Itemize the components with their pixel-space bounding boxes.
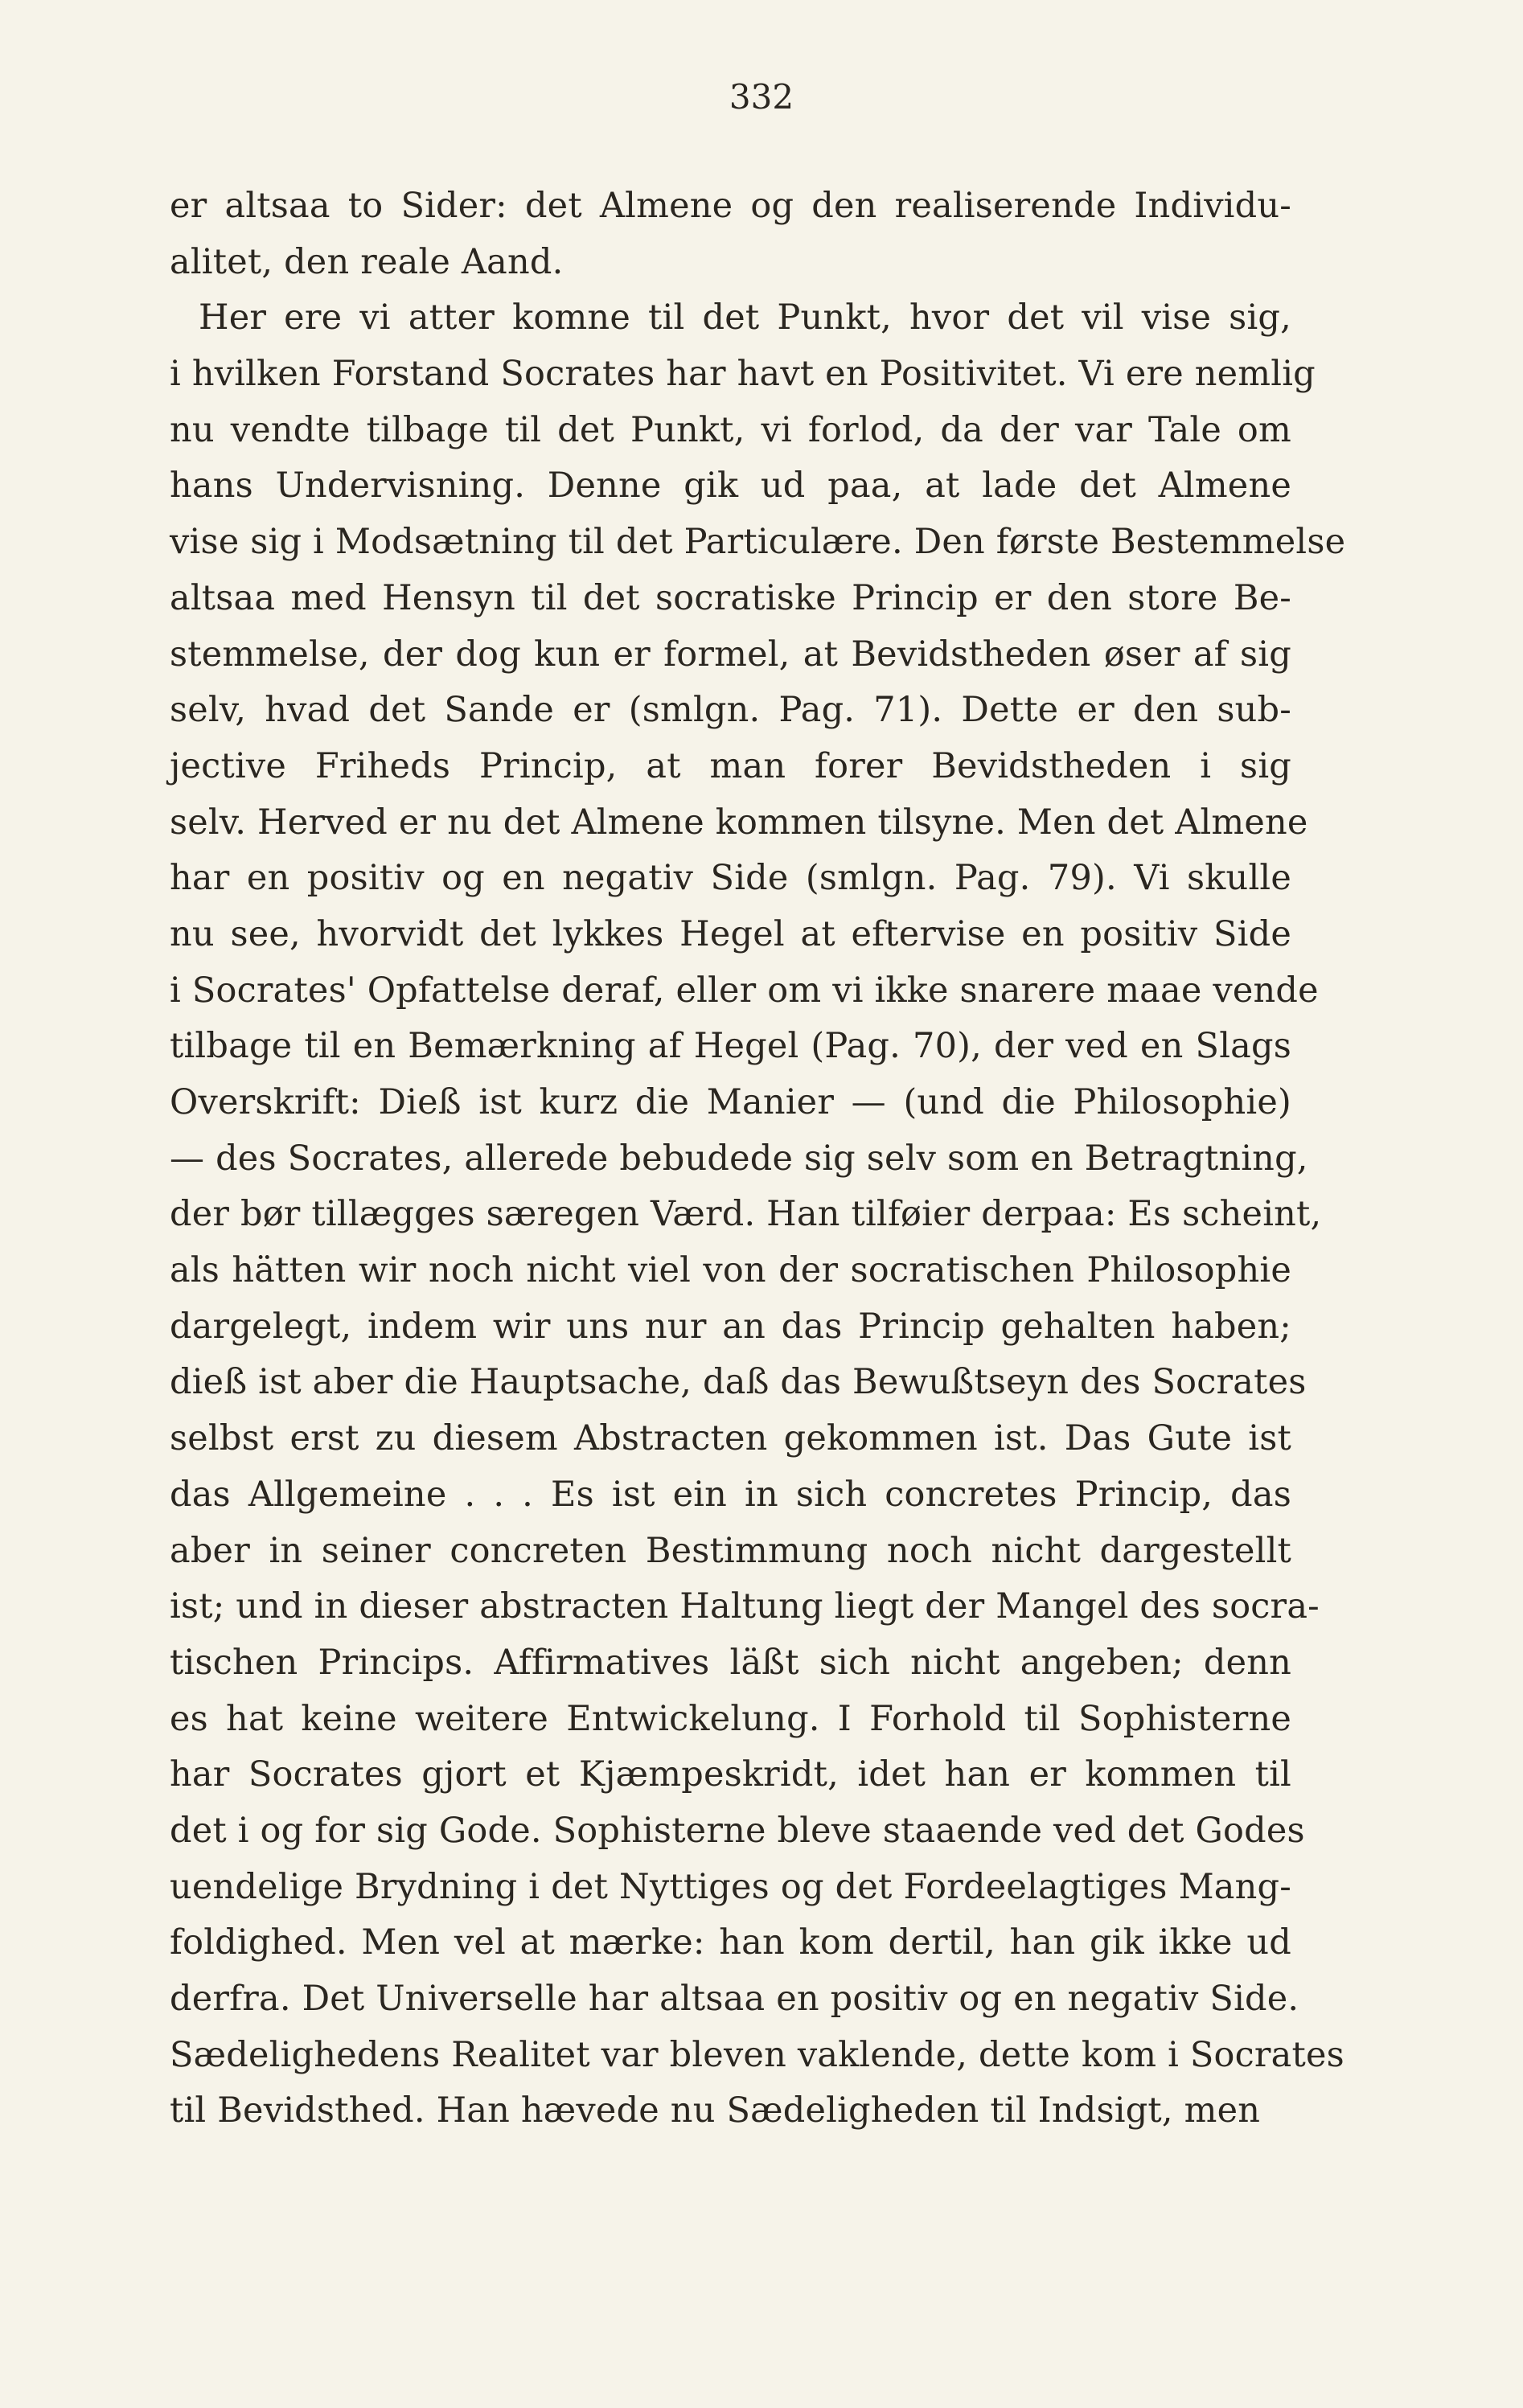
text-line: Her ere vi atter komne til det Punkt, hvor det vil vise sig, xyxy=(199,297,1291,338)
text-line: stemmelse, der dog kun er formel, at Bevidstheden øser af sig xyxy=(170,634,1291,675)
text-line: der bør tillægges særegen Værd. Han tilføier derpaa: Es scheint, xyxy=(170,1194,1322,1235)
text-line: har en positiv og en negativ Side (smlgn. Pag. 79). Vi skulle xyxy=(170,858,1291,899)
text-line: det i og for sig Gode. Sophisterne bleve staaende ved det Godes xyxy=(170,1810,1305,1851)
text-line: i Socrates' Opfattelse deraf, eller om vi ikke snarere maae vende xyxy=(170,970,1319,1011)
text-line: altsaa med Hensyn til det socratiske Princip er den store Be- xyxy=(170,577,1291,618)
text-line: dieß ist aber die Hauptsache, daß das Bewußtseyn des Socrates xyxy=(170,1362,1307,1403)
text-line: nu vendte tilbage til det Punkt, vi forlod, da der var Tale om xyxy=(170,409,1291,450)
text-line: ist; und in dieser abstracten Haltung liegt der Mangel des socra- xyxy=(170,1586,1320,1627)
text-line: als hätten wir noch nicht viel von der socratischen Philosophie xyxy=(170,1250,1291,1291)
text-line: derfra. Det Universelle har altsaa en positiv og en negativ Side. xyxy=(170,1979,1299,2019)
text-line: selbst erst zu diesem Abstracten gekommen ist. Das Gute ist xyxy=(170,1418,1291,1459)
text-line: aber in seiner concreten Bestimmung noch nicht dargestellt xyxy=(170,1530,1291,1571)
text-line: uendelige Brydning i det Nyttiges og det Fordeelagtiges Mang- xyxy=(170,1866,1291,1907)
page-number: 332 xyxy=(729,77,794,117)
text-line: nu see, hvorvidt det lykkes Hegel at eftervise en positiv Side xyxy=(170,913,1291,954)
text-line: Overskrift: Dieß ist kurz die Manier — (und die Philosophie) xyxy=(170,1082,1291,1122)
text-line: er altsaa to Sider: det Almene og den realiserende Individu- xyxy=(170,186,1291,226)
text-line: hans Undervisning. Denne gik ud paa, at lade det Almene xyxy=(170,466,1291,507)
text-line: vise sig i Modsætning til det Particulære. Den første Bestemmelse xyxy=(170,522,1346,563)
text-line: tilbage til en Bemærkning af Hegel (Pag. 70), der ved en Slags xyxy=(170,1026,1291,1067)
text-line: — des Socrates, allerede bebudede sig selv som en Betragtning, xyxy=(170,1138,1308,1179)
text-line: dargelegt, indem wir uns nur an das Princip gehalten haben; xyxy=(170,1306,1291,1347)
text-line: alitet, den reale Aand. xyxy=(170,241,564,282)
text-line: Sædelighedens Realitet var bleven vaklende, dette kom i Socrates xyxy=(170,2034,1344,2075)
text-line: jective Friheds Princip, at man forer Bevidstheden i sig xyxy=(170,745,1291,786)
text-line: tischen Princips. Affirmatives läßt sich nicht angeben; denn xyxy=(170,1642,1291,1683)
text-line: har Socrates gjort et Kjæmpeskridt, idet han er kommen til xyxy=(170,1754,1291,1795)
text-line: til Bevidsthed. Han hævede nu Sædeligheden til Indsigt, men xyxy=(170,2090,1261,2131)
text-line: foldighed. Men vel at mærke: han kom dertil, han gik ikke ud xyxy=(170,1922,1291,1963)
text-line: selv. Herved er nu det Almene kommen tilsyne. Men det Almene xyxy=(170,802,1308,843)
text-line: es hat keine weitere Entwickelung. I Forhold til Sophisterne xyxy=(170,1698,1291,1739)
body-text xyxy=(170,178,1346,2139)
text-line: das Allgemeine . . . Es ist ein in sich concretes Princip, das xyxy=(170,1474,1291,1515)
text-line: selv, hvad det Sande er (smlgn. Pag. 71). Dette er den sub- xyxy=(170,690,1291,731)
text-line: i hvilken Forstand Socrates har havt en Positivitet. Vi ere nemlig xyxy=(170,354,1316,395)
